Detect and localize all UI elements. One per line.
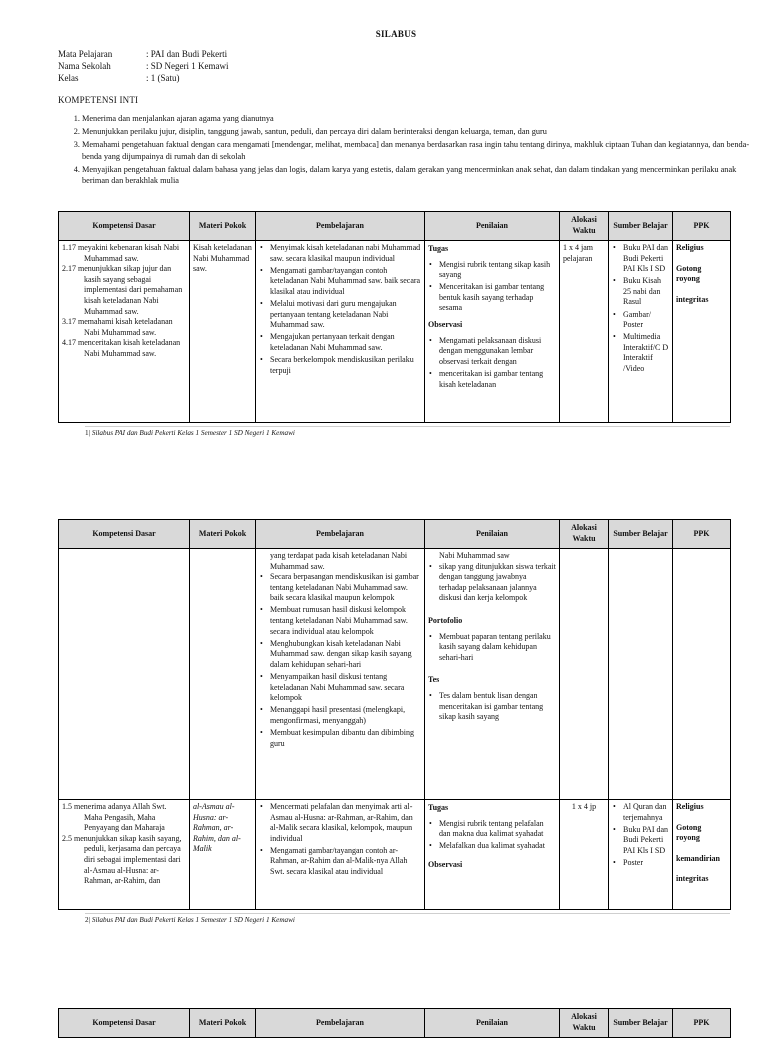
kd-item: 3.17 memahami kisah keteladanan Nabi Muhammad saw. xyxy=(62,317,173,337)
table-row xyxy=(59,800,731,910)
kd-item: 2.5 menunjukkan sikap kasih sayang, peduli, kerjasama dan percaya diri sebagai implementasi dari al-Asmau al-Husna: ar-Rahman, ar-Rahim, dan xyxy=(62,833,182,886)
column-header: Penilaian xyxy=(425,212,560,241)
list-item: • Poster xyxy=(623,858,669,869)
alokasi-cell: 1 x 4 jp xyxy=(560,800,609,910)
list-item: • Menceritakan isi gambar tentang bentuk kasih sayang terhadap sesama xyxy=(439,282,556,314)
table-header-row xyxy=(59,1009,731,1038)
alokasi-cell: 1 x 4 jam pelajaran xyxy=(560,241,609,423)
list-item: • Menghubungkan kisah keteladanan Nabi Muhammad saw. dengan sikap kasih sayang dalam kehidupan sehari-hari xyxy=(270,639,421,671)
column-header: Kompetensi Dasar xyxy=(59,520,190,549)
document-info xyxy=(58,48,228,84)
ppk-value: Gotong royong xyxy=(676,822,702,843)
assessment-subheading: Tugas xyxy=(428,803,449,812)
pembelajaran-cell xyxy=(256,549,425,800)
ppk-cell xyxy=(673,241,731,423)
ppk-value: kemandirian xyxy=(676,853,721,863)
info-label: Kelas xyxy=(58,73,79,83)
ppk-cell xyxy=(673,549,731,800)
page-footer: 1| Silabus PAI dan Budi Pekerti Kelas 1 Semester 1 SD Negeri 1 Kemawi xyxy=(85,429,295,437)
list-item: • Mengajukan pertanyaan terkait dengan keteladanan Nabi Muhammad saw. xyxy=(270,332,421,353)
footer-text: Silabus PAI dan Budi Pekerti Kelas 1 Semester 1 SD Negeri 1 Kemawi xyxy=(91,916,295,924)
core-competency-item: 2. Menunjukkan perilaku jujur, disiplin, tanggung jawab, santun, peduli, dan percaya diri dalam berinteraksi dengan keluarga, teman, dan guru xyxy=(82,126,752,138)
ppk-value: Gotong royong xyxy=(676,263,702,284)
list-item: • Membuat paparan tentang perilaku kasih sayang dalam kehidupan sehari-hari xyxy=(439,632,556,664)
list-item: • Menyimak kisah keteladanan nabi Muhammad saw. secara klasikal maupun individual xyxy=(270,243,421,264)
list-item: • Gambar/ Poster xyxy=(623,310,669,331)
sumber-cell xyxy=(609,549,673,800)
list-item: • Menanggapi hasil presentasi (melengkapi, mengonfirmasi, menyanggah) xyxy=(270,705,421,726)
kd-item: 2.17 menunjukkan sikap jujur dan kasih sayang sebagai implementasi dari pemahaman kisah keteladanan Nabi Muhammad saw. xyxy=(62,264,183,316)
kd-item: 4.17 menceritakan kisah keteladanan Nabi Muhammad saw. xyxy=(62,338,181,358)
list-item: • Secara berkelompok mendiskusikan perilaku terpuji xyxy=(270,355,421,376)
column-header: Kompetensi Dasar xyxy=(59,212,190,241)
column-header: Pembelajaran xyxy=(256,1009,425,1038)
list-item: • Mengisi rubrik tentang sikap kasih sayang xyxy=(439,260,556,281)
list-item: • Buku Kisah 25 nabi dan Rasul xyxy=(623,276,669,308)
core-competency-list xyxy=(58,113,752,188)
footer-rule xyxy=(85,913,730,914)
column-header: Materi Pokok xyxy=(190,1009,256,1038)
page-footer: 2| Silabus PAI dan Budi Pekerti Kelas 1 Semester 1 SD Negeri 1 Kemawi xyxy=(85,916,295,924)
info-row-school xyxy=(58,60,228,72)
penilaian-cell xyxy=(425,549,560,800)
pembelajaran-cell xyxy=(256,241,425,423)
ppk-value: integritas xyxy=(676,874,709,884)
core-competency-item: 3. Memahami pengetahuan faktual dengan cara mengamati [mendengar, melihat, membaca] dan menanya berdasarkan rasa ingin tahu tentang dirinya, makhluk ciptaan Tuhan dan kegiatannya, dan benda-benda yang dijumpainya di rumah dan di sekolah xyxy=(82,139,752,162)
assessment-subheading: Tugas xyxy=(428,244,449,253)
materi-cell xyxy=(190,549,256,800)
column-header: Materi Pokok xyxy=(190,212,256,241)
list-item: • Secara berpasangan mendiskusikan isi gambar tentang keteladanan Nabi Muhammad saw. baik secara klasikal maupun kelompok xyxy=(270,572,421,604)
table-header-row xyxy=(59,212,731,241)
info-label: Nama Sekolah xyxy=(58,61,111,71)
assessment-subheading: Tes xyxy=(428,675,440,685)
ppk-value: integritas xyxy=(676,294,709,304)
table-row xyxy=(59,241,731,423)
assessment-subheading: Observasi xyxy=(428,320,463,330)
syllabus-table-page3 xyxy=(58,1008,731,1038)
info-row-class xyxy=(58,72,228,84)
kd-cell xyxy=(59,241,190,423)
list-item: • menceritakan isi gambar tentang kisah keteladanan xyxy=(439,369,556,390)
list-item: • Buku PAI dan Budi Pekerti PAI Kls I SD xyxy=(623,825,669,857)
ppk-value: Religius xyxy=(676,802,704,811)
document-title: SILABUS xyxy=(375,29,417,39)
sumber-cell xyxy=(609,241,673,423)
materi-cell: al-Asmau al-Husna: ar-Rahman, ar-Rahim, dan al-Malik xyxy=(190,800,256,910)
sumber-cell xyxy=(609,800,673,910)
page-number: 1 xyxy=(85,429,89,437)
penilaian-cell xyxy=(425,241,560,423)
table-row xyxy=(59,549,731,800)
list-item: • Membuat rumusan hasil diskusi kelompok tentang keteladanan Nabi Muhammad saw. secara individual atau kelompok xyxy=(270,605,421,637)
column-header: Kompetensi Dasar xyxy=(59,1009,190,1038)
pembelajaran-cell xyxy=(256,800,425,910)
list-item: • Multimedia Interaktif/C D Interaktif /Video xyxy=(623,332,669,374)
core-competency-heading: KOMPETENSI INTI xyxy=(58,95,139,105)
column-header: Alokasi Waktu xyxy=(560,1009,609,1038)
page-number: 2 xyxy=(85,916,89,924)
continued-text: Nabi Muhammad saw xyxy=(439,551,510,560)
list-item: • Menyampaikan hasil diskusi tentang keteladanan Nabi Muhammad saw. secara kelompok xyxy=(270,672,421,704)
column-header: Materi Pokok xyxy=(190,520,256,549)
kd-cell xyxy=(59,549,190,800)
list-item: • Mengamati gambar/tayangan contoh keteladanan Nabi Muhammad saw. baik secara klasikal atau individual xyxy=(270,266,421,298)
column-header: Alokasi Waktu xyxy=(560,212,609,241)
info-value: : PAI dan Budi Pekerti xyxy=(146,49,228,59)
list-item: • Buku PAI dan Budi Pekerti PAI Kls I SD xyxy=(623,243,669,275)
ppk-cell xyxy=(673,800,731,910)
core-competency-item: 4. Menyajikan pengetahuan faktual dalam bahasa yang jelas dan logis, dalam karya yang estetis, dalam gerakan yang mencerminkan anak sehat, dan dalam tindakan yang mencerminkan perilaku anak beriman dan berakhlak mulia xyxy=(82,164,752,187)
assessment-subheading: Observasi xyxy=(428,859,463,869)
column-header: PPK xyxy=(673,520,731,549)
info-row-subject xyxy=(58,48,228,60)
footer-rule xyxy=(85,426,730,427)
materi-cell: Kisah keteladanan Nabi Muhammad saw. xyxy=(190,241,256,423)
column-header: PPK xyxy=(673,1009,731,1038)
info-value: : 1 (Satu) xyxy=(146,73,180,83)
list-item: • Mengisi rubrik tentang pelafalan dan makna dua kalimat syahadat xyxy=(439,819,556,840)
core-competency-item: 1. Menerima dan menjalankan ajaran agama yang dianutnya xyxy=(82,113,752,125)
list-item: • Al Quran dan terjemahnya xyxy=(623,802,669,823)
kd-cell xyxy=(59,800,190,910)
alokasi-cell xyxy=(560,549,609,800)
list-item: • Mengamati pelaksanaan diskusi dengan menggunakan lembar observasi terkait dengan xyxy=(439,336,556,368)
info-label: Mata Pelajaran xyxy=(58,49,113,59)
column-header: PPK xyxy=(673,212,731,241)
penilaian-cell xyxy=(425,800,560,910)
assessment-subheading: Portofolio xyxy=(428,615,463,625)
column-header: Sumber Belajar xyxy=(609,212,673,241)
ppk-value: Religius xyxy=(676,243,704,252)
list-item: • Membuat kesimpulan dibantu dan dibimbing guru xyxy=(270,728,421,749)
continued-text: yang terdapat pada kisah keteladanan Nabi Muhammad saw. xyxy=(270,551,408,571)
kd-item: 1.5 menerima adanya Allah Swt. Maha Pengasih, Maha Penyayang dan Maharaja xyxy=(62,802,167,833)
info-value: : SD Negeri 1 Kemawi xyxy=(146,61,229,71)
table-header-row xyxy=(59,520,731,549)
list-item: • Melafalkan dua kalimat syahadat xyxy=(439,841,556,852)
syllabus-table-page1 xyxy=(58,211,731,423)
column-header: Sumber Belajar xyxy=(609,520,673,549)
list-item: • Mengamati gambar/tayangan contoh ar-Rahman, ar-Rahim dan al-Malik-nya Allah Swt. secara klasikal atau individual xyxy=(270,846,421,878)
list-item: • sikap yang ditunjukkan siswa terkait dengan tanggung jawabnya terhadap pelaksanaan jalannya diskusi dan kerja kelompok xyxy=(439,562,556,604)
column-header: Alokasi Waktu xyxy=(560,520,609,549)
column-header: Sumber Belajar xyxy=(609,1009,673,1038)
footer-text: Silabus PAI dan Budi Pekerti Kelas 1 Semester 1 SD Negeri 1 Kemawi xyxy=(91,429,295,437)
syllabus-table-page2 xyxy=(58,519,731,910)
column-header: Penilaian xyxy=(425,1009,560,1038)
column-header: Penilaian xyxy=(425,520,560,549)
column-header: Pembelajaran xyxy=(256,212,425,241)
kd-item: 1.17 meyakini kebenaran kisah Nabi Muhammad saw. xyxy=(62,243,180,263)
list-item: • Mencermati pelafalan dan menyimak arti al-Asmau al-Husna: ar-Rahman, ar-Rahim, dan al-Malik secara klasikal, kelompok, maupun individual xyxy=(270,802,421,844)
column-header: Pembelajaran xyxy=(256,520,425,549)
list-item: • Melalui motivasi dari guru mengajukan pertanyaan tentang keteladanan Nabi Muhammad saw. xyxy=(270,299,421,331)
list-item: • Tes dalam bentuk lisan dengan menceritakan isi gambar tentang sikap kasih sayang xyxy=(439,691,556,723)
